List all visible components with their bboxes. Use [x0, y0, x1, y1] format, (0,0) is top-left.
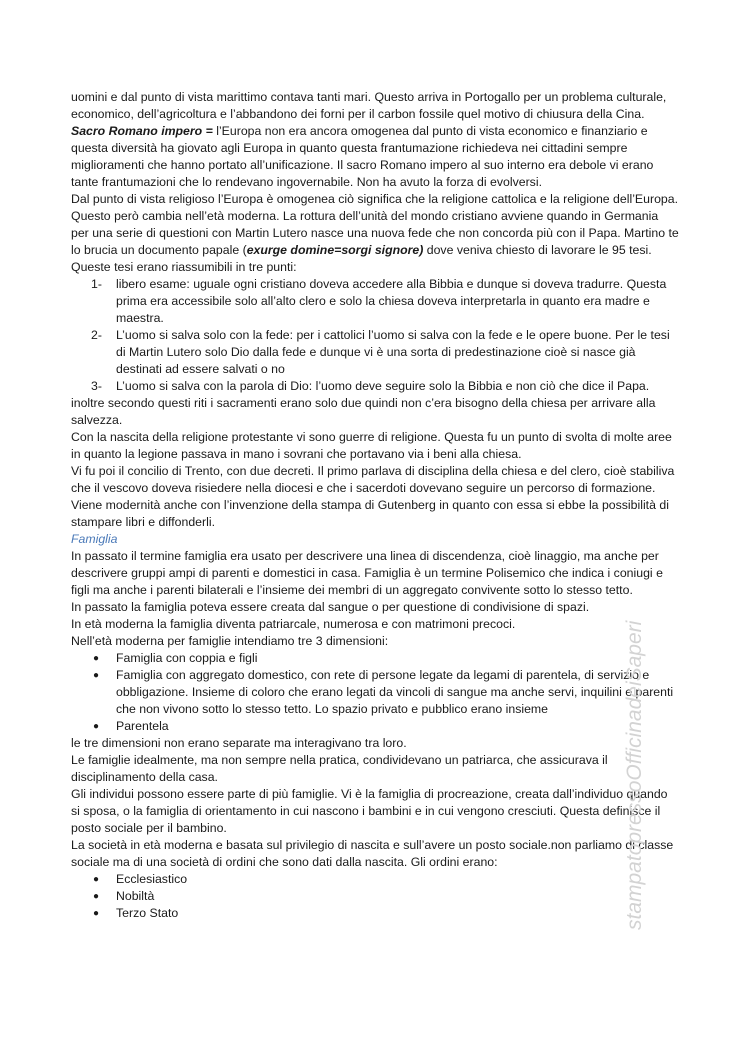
- list-item: [71, 667, 679, 718]
- paragraph-text: Dal punto di vista religioso l’Europa è omogenea ciò significa che la religione cattolica e la religione dell’Europa. Questo però cambia nell’età moderna. La rottura dell’unità del mondo cristiano avviene quando in Germania per una serie di questioni con Martin Lutero nasce una nuova fede che non concorda più con il Papa. Martino te lo brucia un documento papale (: [71, 192, 679, 257]
- list-item: [71, 905, 679, 922]
- paragraph: Nell’età moderna per famiglie intendiamo tre 3 dimensioni:: [71, 634, 389, 648]
- watermark: [623, 530, 653, 930]
- list-number: 2-: [91, 328, 102, 342]
- paragraph: In passato la famiglia poteva essere creata dal sangue o per questione di condivisione di spazi.: [71, 600, 590, 614]
- list-item: [71, 650, 679, 667]
- paragraph: uomini e dal punto di vista marittimo contava tanti mari. Questo arriva in Portogallo per un problema culturale, economico, dell’agricoltura e l’abbandono dei forni per il carbon fossile quel motivo di chiusura della Cina.: [71, 90, 667, 121]
- list-item-text: L’uomo si salva con la parola di Dio: l’uomo deve seguire solo la Bibbia e non ciò che dice il Papa.: [116, 379, 650, 393]
- paragraph: le tre dimensioni non erano separate ma interagivano tra loro.: [71, 736, 407, 750]
- paragraph: La società in età moderna e basata sul privilegio di nascita e sull’avere un posto sociale.non parliamo di classe sociale ma di una società di ordini che sono dati dalla nascita. Gli ordini erano:: [71, 838, 674, 869]
- list-item-text: Parentela: [116, 719, 169, 733]
- watermark-text: stampatopressoOfficinadeiSaperi: [623, 620, 646, 930]
- orders-list: [71, 871, 679, 922]
- paragraph-text: dove veniva chiesto di lavorare le 95 tesi.: [423, 243, 652, 257]
- paragraph: Gli individui possono essere parte di più famiglie. Vi è la famiglia di procreazione, creata dall’individuo quando si sposa, o la famiglia di orientamento in cui nascono i bambini e in cui vengono cresciuti. Questa definisce il posto sociale per il bambino.: [71, 787, 668, 835]
- paragraph: Queste tesi erano riassumibili in tre punti:: [71, 260, 297, 274]
- list-number: 1-: [91, 277, 102, 291]
- list-number: 3-: [91, 379, 102, 393]
- list-item: [71, 718, 679, 735]
- bullet-icon: ●: [93, 908, 100, 919]
- term-sacro-romano-impero: Sacro Romano impero =: [71, 124, 213, 138]
- bullet-icon: ●: [93, 721, 100, 732]
- paragraph: In età moderna la famiglia diventa patriarcale, numerosa e con matrimoni precoci.: [71, 617, 516, 631]
- term-exurge-domine: exurge domine=sorgi signore): [246, 243, 424, 257]
- section-heading: Famiglia: [71, 532, 118, 546]
- paragraph-text: l’Europa non era ancora omogenea dal punto di vista economico e finanziario e questa diversità ha giovato agli Europa in quanto questa frantumazione richiedeva nei cittadini sempre miglioramenti che hanno portato all’unificazione. Il sacro Romano impero al suo interno era debole vi erano tante frantumazioni che lo rendevano ingovernabile. Non ha avuto la forza di evolversi.: [71, 124, 654, 189]
- list-item-text: libero esame: uguale ogni cristiano doveva accedere alla Bibbia e dunque si doveva tradurre. Questa prima era accessibile solo all’alto clero e solo la chiesa doveva interpretarla in quanto era madre e maestra.: [116, 277, 667, 325]
- paragraph: Le famiglie idealmente, ma non sempre nella pratica, condividevano un patriarca, che assicurava il disciplinamento della casa.: [71, 753, 608, 784]
- list-item: [71, 378, 679, 395]
- list-item-text: Terzo Stato: [116, 906, 179, 920]
- bullet-icon: ●: [93, 670, 100, 681]
- list-item-text: Famiglia con aggregato domestico, con rete di persone legate da legami di parentela, di servizio e obbligazione. Insieme di coloro che erano legati da vincoli di sangue ma anche servi, inquilini e parenti che non vivono sotto lo stesso tetto. Lo spazio privato e pubblico erano insieme: [116, 668, 674, 716]
- list-item-text: Famiglia con coppia e figli: [116, 651, 258, 665]
- bullet-icon: ●: [93, 653, 100, 664]
- list-item: [71, 327, 679, 378]
- list-item-text: Ecclesiastico: [116, 872, 188, 886]
- paragraph: [71, 123, 679, 191]
- paragraph: [71, 191, 679, 259]
- bullet-icon: ●: [93, 874, 100, 885]
- paragraph: Vi fu poi il concilio di Trento, con due decreti. Il primo parlava di disciplina della chiesa e del clero, cioè stabiliva che il vescovo doveva risiedere nella diocesi e che i sacerdoti dovevano seguire un percorso di formazione.: [71, 464, 675, 495]
- document-page: [71, 89, 679, 922]
- list-item-text: L’uomo si salva solo con la fede: per i cattolici l’uomo si salva con la fede e le opere buone. Per le tesi di Martin Lutero solo Dio dalla fede e dunque vi è una sorta di predestinazione cioè si nasce già destinati ad essere salvati o no: [116, 328, 670, 376]
- list-item: [71, 888, 679, 905]
- list-item: [71, 871, 679, 888]
- dimensions-list: [71, 650, 679, 735]
- theses-list: [71, 276, 679, 395]
- list-item: [71, 276, 679, 327]
- paragraph: Viene modernità anche con l’invenzione della stampa di Gutenberg in quanto con essa si ebbe la possibilità di stampare libri e diffonderli.: [71, 498, 669, 529]
- bullet-icon: ●: [93, 891, 100, 902]
- paragraph: In passato il termine famiglia era usato per descrivere una linea di discendenza, cioè linaggio, ma anche per descrivere gruppi ampi di parenti e domestici in casa. Famiglia è un termine Polisemico che indica i coniugi e figli ma anche i parenti bilaterali e l’insieme dei membri di un aggregato convivente sotto lo stesso tetto.: [71, 549, 663, 597]
- list-item-text: Nobiltà: [116, 889, 155, 903]
- paragraph: inoltre secondo questi riti i sacramenti erano solo due quindi non c’era bisogno della chiesa per arrivare alla salvezza.: [71, 396, 656, 427]
- paragraph: Con la nascita della religione protestante vi sono guerre di religione. Questa fu un punto di svolta di molte aree in quanto la legione passava in mano i sovrani che portavano via i beni alla chiesa.: [71, 430, 672, 461]
